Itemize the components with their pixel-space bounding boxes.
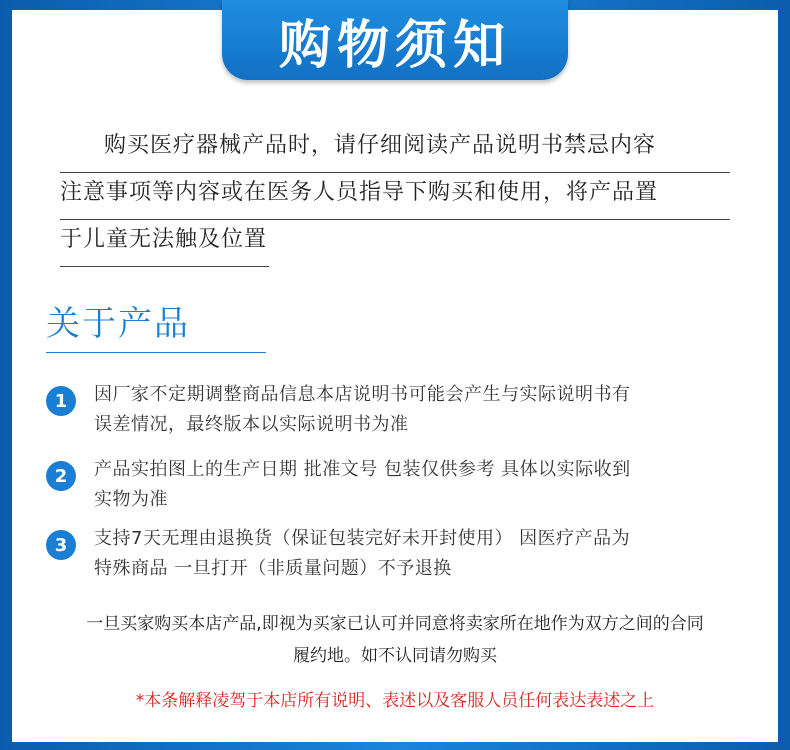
notice-line: 于儿童无法触及位置: [60, 220, 269, 267]
agreement-line: 一旦买家购买本店产品,即视为买家已认可并同意将卖家所在地作为双方之间的合同: [86, 614, 704, 634]
item-text: [94, 455, 754, 515]
about-product-section: [46, 300, 266, 353]
purchase-notice: [60, 126, 730, 267]
number-badge: 3: [46, 530, 76, 560]
notice-line: 注意事项等内容或在医务人员指导下购买和使用，将产品置: [60, 173, 730, 220]
item-line: 实物为准: [94, 489, 168, 510]
purchase-agreement: [0, 608, 790, 672]
item-line: 误差情况，最终版本以实际说明书为准: [94, 414, 409, 435]
section-heading: 关于产品: [46, 300, 266, 353]
number-badge: 1: [46, 386, 76, 416]
item-line: 支持7天无理由退换货（保证包装完好未开封使用） 因医疗产品为: [94, 528, 631, 549]
item-line: 产品实拍图上的生产日期 批准文号 包装仅供参考 具体以实际收到: [94, 459, 631, 480]
item-text: [94, 380, 754, 440]
page-title: 购物须知: [278, 15, 511, 76]
item-line: 因厂家不定期调整商品信息本店说明书可能会产生与实际说明书有: [94, 384, 631, 405]
notice-line: 购买医疗器械产品时，请仔细阅读产品说明书禁忌内容: [60, 126, 730, 173]
agreement-line: 履约地。如不认同请勿购买: [293, 646, 497, 666]
disclaimer-text: *本条解释凌驾于本店所有说明、表述以及客服人员任何表达表述之上: [135, 691, 655, 711]
item-line: 特殊商品 一旦打开（非质量问题）不予退换: [94, 558, 452, 579]
title-banner: [222, 0, 568, 80]
number-badge: 2: [46, 461, 76, 491]
item-text: [94, 524, 754, 584]
